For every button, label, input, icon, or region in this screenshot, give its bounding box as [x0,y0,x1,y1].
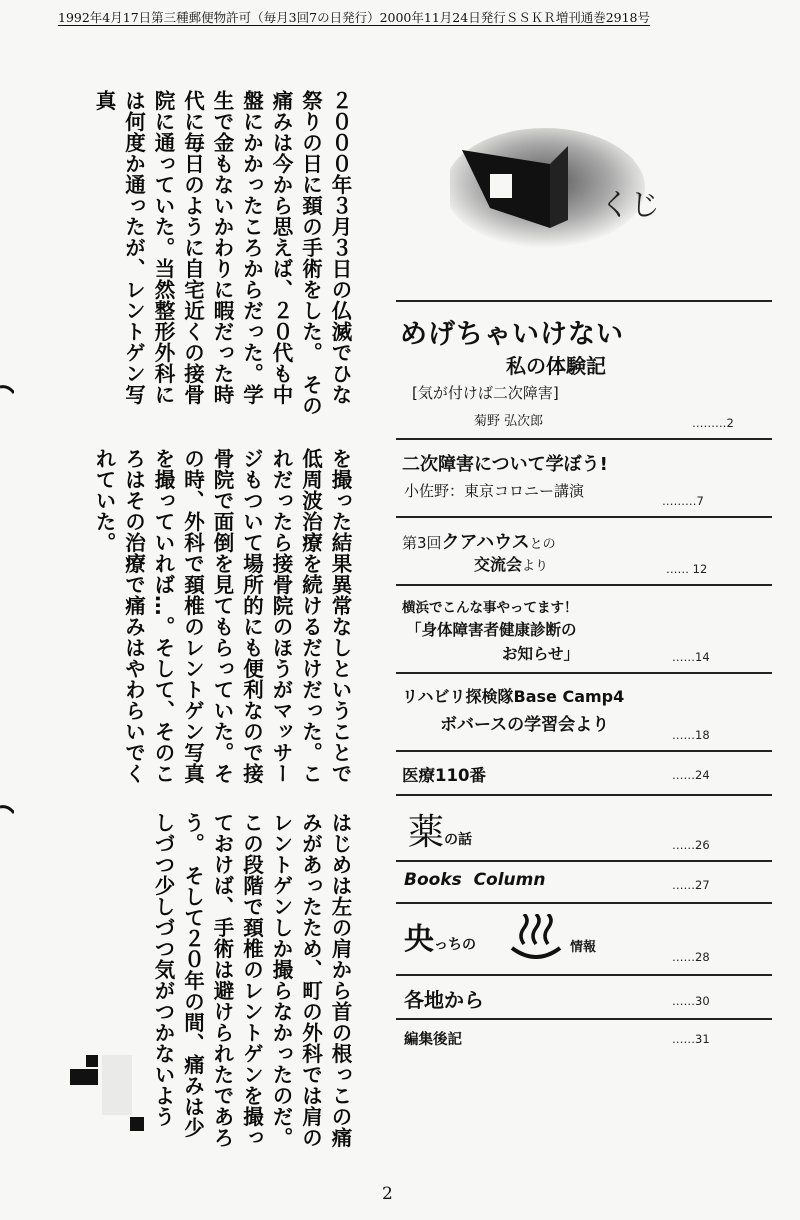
toc-entry-10-title: 各地から [404,988,484,1012]
scan-marks-icon [70,1055,160,1135]
page-number: 2 [382,1184,393,1204]
toc-entry-5-title: リハビリ探検隊Base Camp4 [402,687,625,706]
toc-rule [396,300,772,302]
toc-entry-9-small: っちの [434,937,476,953]
toc-entry-7-big: 薬 [408,812,445,853]
toc-entry-11-page: ……31 [672,1032,710,1046]
toc-entry-9-title [404,914,476,958]
toc-rule [396,1018,772,1020]
toc-rule [396,750,772,752]
toc-entry-2-title: 二次障害について学ぼう! [402,454,608,475]
toc-rule [396,902,772,904]
toc-entry-3-subtitle [474,552,548,575]
article-block-1: ２０００年３月３日の仏滅でひな祭りの日に頚の手術をした。 その痛みは今から思えば、２０代も中盤にかかったころからだった。学生で金もないかわりに暇だった時代に毎日のように自宅近くの接骨院に通っていた。当然整形外科には何度か通ったが、レントゲン写真 [92,90,352,416]
toc-entry-1-title: めげちゃいけない [400,319,624,350]
toc-entry-8-page: ……27 [672,878,710,892]
toc-rule [396,516,772,518]
header-line: 1992年4月17日第三種郵便物許可（毎月3回7の日発行）2000年11月24日発行ＳＳＫＲ増刊通巻2918号 [58,10,651,25]
mokuji-logo [450,128,680,258]
toc-entry-1-subtitle: 私の体験記 [506,354,606,378]
toc-entry-1-tag: [気が付けば二次障害] [412,384,559,402]
article-block-3: はじめは左の肩から首の根っこの痛みがあったため、町の外科では肩のレントゲンしか撮らなかったのだ。この段階で頚椎のレントゲンを撮っておけば、手術は避けられたであろう。 そして２０年の間、痛みは少しづつ少しづつ気がつかないよう [151,812,352,1148]
toc-rule [396,438,772,440]
toc-entry-1-page: ………2 [692,416,734,430]
toc-entry-8-title: Books Column [404,870,546,890]
toc-entry-3-page: …… 12 [666,562,708,576]
toc-entry-10-page: ……30 [672,994,710,1008]
toc-rule [396,672,772,674]
edge-mark-icon [0,385,14,395]
toc-entry-4-title: 横浜でこんな事やってます！ [402,600,578,616]
toc-rule [396,584,772,586]
toc-entry-11-title: 編集後記 [404,1032,462,1048]
toc-entry-7-page: ……26 [672,838,710,852]
toc-entry-5-page: ……18 [672,728,710,742]
toc-entry-3-post: との [529,537,556,552]
edge-mark-icon [0,805,14,815]
toc-entry-1-author: 菊野 弘次郎 [474,414,544,429]
hot-spring-icon [506,914,566,960]
toc-entry-2-subtitle: 小佐野：東京コロニー講演 [404,482,585,500]
toc-entry-3-subtitle-b: より [522,559,549,574]
toc-entry-4-subtitle-2: お知らせ」 [502,645,580,663]
toc-entry-4-subtitle: 「身体障害者健康診断の [406,621,577,639]
toc-entry-3-pre: 第3回 [402,534,442,552]
logo-text: くじ [600,188,660,223]
toc-entry-3-subtitle-a: 交流会 [474,555,523,574]
toc-entry-3-title [402,528,556,554]
toc-entry-9-page: ……28 [672,950,710,964]
toc-entry-6-title: 医療110番 [402,766,486,785]
toc-entry-4-page: ……14 [672,650,710,664]
toc-entry-9-big: 央 [404,922,434,957]
toc-rule [396,794,772,796]
toc-entry-2-page: ………7 [662,494,704,508]
toc-entry-9-post: 情報 [570,940,597,955]
corner-marks [70,1055,160,1135]
article-block-2: を撮った結果異常なしということで低周波治療を続けるだけだった。これだったら接骨院のほうがマッサージもついて場所的にも便利なので接骨院で面倒を見てもらっていた。その時、外科で頚椎のレントゲン写真を撮っていれば…。そして、そのころはその治療で痛みはやわらいでくれていた。 [92,448,352,784]
toc-entry-7-title [408,804,472,855]
toc-entry-7-small: の話 [444,832,473,848]
toc-rule [396,974,772,976]
toc-entry-5-subtitle: ボバースの学習会より [440,715,610,735]
toc-entry-3-bold: クアハウス [441,532,530,553]
toc-entry-6-page: ……24 [672,768,710,782]
toc-rule [396,860,772,862]
